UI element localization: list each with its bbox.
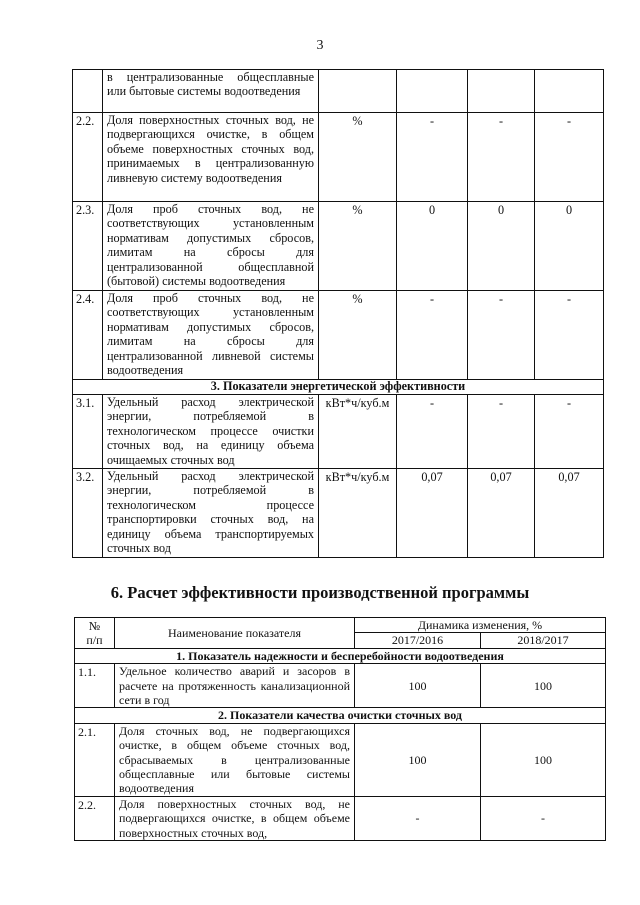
row-number: 2.1. — [75, 723, 115, 796]
section-title: 2. Показатели качества очистки сточных вод — [75, 708, 606, 723]
section-row — [75, 648, 606, 663]
value-2: - — [468, 113, 535, 202]
header-col-2018-2017: 2018/2017 — [481, 633, 606, 648]
value-3 — [535, 70, 604, 113]
indicator-description: Доля проб сточных вод, не соответствующих установленным нормативам допустимых сбросов, лимитам на сбросы для централизованной общесплавной (бытовой) системы водоотведения — [103, 202, 319, 291]
unit-of-measure: % — [319, 291, 397, 380]
value-1: - — [397, 395, 468, 469]
row-number: 2.2. — [75, 796, 115, 840]
table-header-row — [75, 618, 606, 633]
value-2017-2016: 100 — [355, 723, 481, 796]
header-name: Наименование показателя — [115, 618, 355, 649]
value-2018-2017: 100 — [481, 664, 606, 708]
indicator-description: в централизованные общесплавные или бытовые системы водоотведения — [103, 70, 319, 113]
section-title: 1. Показатель надежности и бесперебойности водоотведения — [75, 648, 606, 663]
table-row — [75, 664, 606, 708]
unit-of-measure — [319, 70, 397, 113]
value-1: 0 — [397, 202, 468, 291]
value-3: 0 — [535, 202, 604, 291]
row-number: 3.1. — [73, 395, 103, 469]
efficiency-table — [74, 617, 606, 841]
indicator-description: Удельное количество аварий и засоров в расчете на протяженность канализационной сети в год — [115, 664, 355, 708]
section-row — [73, 380, 604, 395]
value-1 — [397, 70, 468, 113]
row-number: 2.3. — [73, 202, 103, 291]
value-2: - — [468, 395, 535, 469]
value-3: 0,07 — [535, 469, 604, 558]
table-row — [75, 723, 606, 796]
unit-of-measure: кВт*ч/куб.м — [319, 395, 397, 469]
unit-of-measure: кВт*ч/куб.м — [319, 469, 397, 558]
value-2: 0 — [468, 202, 535, 291]
row-number: 1.1. — [75, 664, 115, 708]
value-2: - — [468, 291, 535, 380]
table-row — [73, 395, 604, 469]
unit-of-measure: % — [319, 202, 397, 291]
value-2 — [468, 70, 535, 113]
value-3: - — [535, 291, 604, 380]
table-row — [73, 202, 604, 291]
value-1: - — [397, 113, 468, 202]
indicator-description: Доля поверхностных сточных вод, не подвергающихся очистке, в общем объеме поверхностных сточных вод, — [115, 796, 355, 840]
table-row — [73, 291, 604, 380]
value-2017-2016: - — [355, 796, 481, 840]
header-num: № п/п — [75, 618, 115, 649]
row-number: 2.4. — [73, 291, 103, 380]
value-3: - — [535, 395, 604, 469]
row-number: 3.2. — [73, 469, 103, 558]
header-dynamics: Динамика изменения, % — [355, 618, 606, 633]
indicator-description: Удельный расход электрической энергии, потребляемой в технологическом процессе транспортировки сточных вод, на единицу объема транспортируемых сточных вод — [103, 469, 319, 558]
indicator-description: Доля проб сточных вод, не соответствующих установленным нормативам допустимых сбросов, лимитам на сбросы для централизованной ливневой системы водоотведения — [103, 291, 319, 380]
header-col-2017-2016: 2017/2016 — [355, 633, 481, 648]
value-2017-2016: 100 — [355, 664, 481, 708]
value-1: - — [397, 291, 468, 380]
indicator-description: Удельный расход электрической энергии, потребляемой в технологическом процессе очистки сточных вод, на единицу объема очищаемых сточных вод — [103, 395, 319, 469]
value-2: 0,07 — [468, 469, 535, 558]
value-2018-2017: - — [481, 796, 606, 840]
table-row — [73, 113, 604, 202]
unit-of-measure: % — [319, 113, 397, 202]
section-heading: 6. Расчет эффективности производственной программы — [110, 583, 530, 602]
value-2018-2017: 100 — [481, 723, 606, 796]
row-number — [73, 70, 103, 113]
value-1: 0,07 — [397, 469, 468, 558]
row-number: 2.2. — [73, 113, 103, 202]
page-number: 3 — [316, 38, 324, 53]
section-title: 3. Показатели энергетической эффективности — [73, 380, 604, 395]
indicators-table-continued — [72, 69, 604, 558]
indicator-description: Доля поверхностных сточных вод, не подвергающихся очистке, в общем объеме поверхностных сточных вод, принимаемых в централизованную ливневую систему водоотведения — [103, 113, 319, 202]
table-row — [73, 70, 604, 113]
indicator-description: Доля сточных вод, не подвергающихся очистке, в общем объеме сточных вод, сбрасываемых в централизованные общесплавные или бытовые системы водоотведения — [115, 723, 355, 796]
table-row — [73, 469, 604, 558]
value-3: - — [535, 113, 604, 202]
section-row — [75, 708, 606, 723]
table-row — [75, 796, 606, 840]
